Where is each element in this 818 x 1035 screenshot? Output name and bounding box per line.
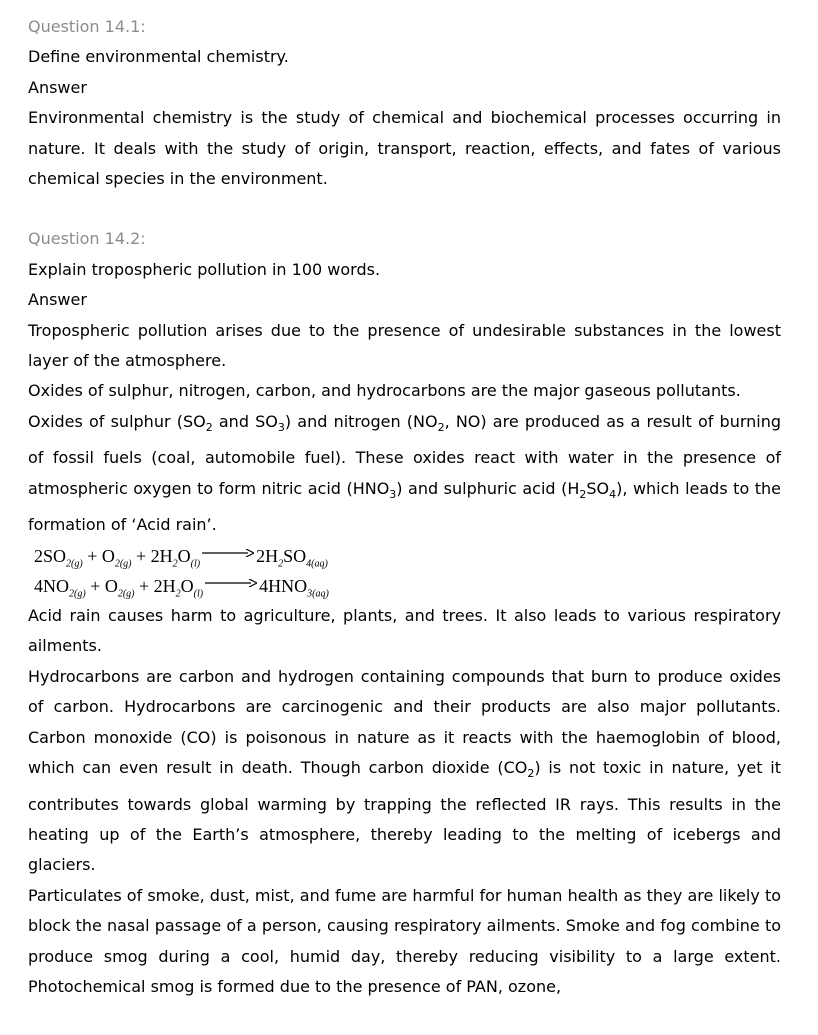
answer-label: Answer bbox=[28, 77, 87, 97]
question-14-1-text: Define environmental chemistry. bbox=[28, 47, 289, 67]
question-14-2-text: Explain tropospheric pollution in 100 words. bbox=[28, 259, 381, 279]
reaction-arrow-icon bbox=[205, 579, 257, 587]
answer-paragraph: Particulates of smoke, dust, mist, and fume are harmful for human health as they are likely to block the nasal passage of a person, causing respiratory ailments. Smoke and fog combine to produce smog during a cool, humid day, thereby reducing visibility to a large extent. Photochemical smog is formed due to the presence of PAN, ozone, bbox=[28, 885, 781, 996]
document-page bbox=[28, 12, 781, 1002]
answer-label: Answer bbox=[28, 290, 87, 310]
answer-paragraph: Acid rain causes harm to agriculture, plants, and trees. It also leads to various respiratory ailments. bbox=[28, 605, 781, 656]
answer-paragraph: Oxides of sulphur ($SO_2$ and $SO_3$) and nitrogen ($NO_2$, NO) are produced as a result of burning of fossil fuels (coal, automobile fuel). These oxides react with water in the presence of atmospheric oxygen to form nitric acid $(HNO_3)$ and sulphuric acid $(H_2SO_4)$, which leads to the formation of ‘Acid rain’. bbox=[28, 411, 782, 535]
question-14-1-heading: Question 14.1: bbox=[28, 17, 146, 36]
answer-paragraph: Tropospheric pollution arises due to the presence of undesirable substances in the lowest layer of the atmosphere. bbox=[28, 320, 781, 371]
answer-14-1-text: Environmental chemistry is the study of chemical and biochemical processes occurring in nature. It deals with the study of origin, transport, reaction, effects, and fates of various chemical species in the environment. bbox=[28, 108, 781, 189]
equation-nitric-acid: $4NO_{2(g)} + O_{2(g)} + 2H_2O_{(l)}$ $4HNO_{3(aq)}$ bbox=[34, 575, 329, 600]
answer-paragraph: Oxides of sulphur, nitrogen, carbon, and hydrocarbons are the major gaseous pollutants. bbox=[28, 381, 741, 401]
answer-paragraph: Hydrocarbons are carbon and hydrogen containing compounds that burn to produce oxides of carbon. Hydrocarbons are carcinogenic and their products are also major pollutants. Carbon monoxide (CO) is poisonous in nature as it reacts with the haemoglobin of blood, which can even result in death. Though carbon dioxide $(CO_2)$ is not toxic in nature, yet it contributes towards global warming by trapping the reflected IR rays. This results in the heating up of the Earth’s atmosphere, thereby leading to the melting of icebergs and glaciers. bbox=[28, 666, 781, 875]
equation-sulphuric-acid: $2SO_{2(g)} + O_{2(g)} + 2H_2O_{(l)}$ $2H_2SO_{4(aq)}$ bbox=[34, 545, 328, 570]
reaction-arrow-icon bbox=[202, 549, 254, 557]
section-spacer bbox=[28, 194, 781, 224]
question-14-2-heading: Question 14.2: bbox=[28, 229, 146, 249]
